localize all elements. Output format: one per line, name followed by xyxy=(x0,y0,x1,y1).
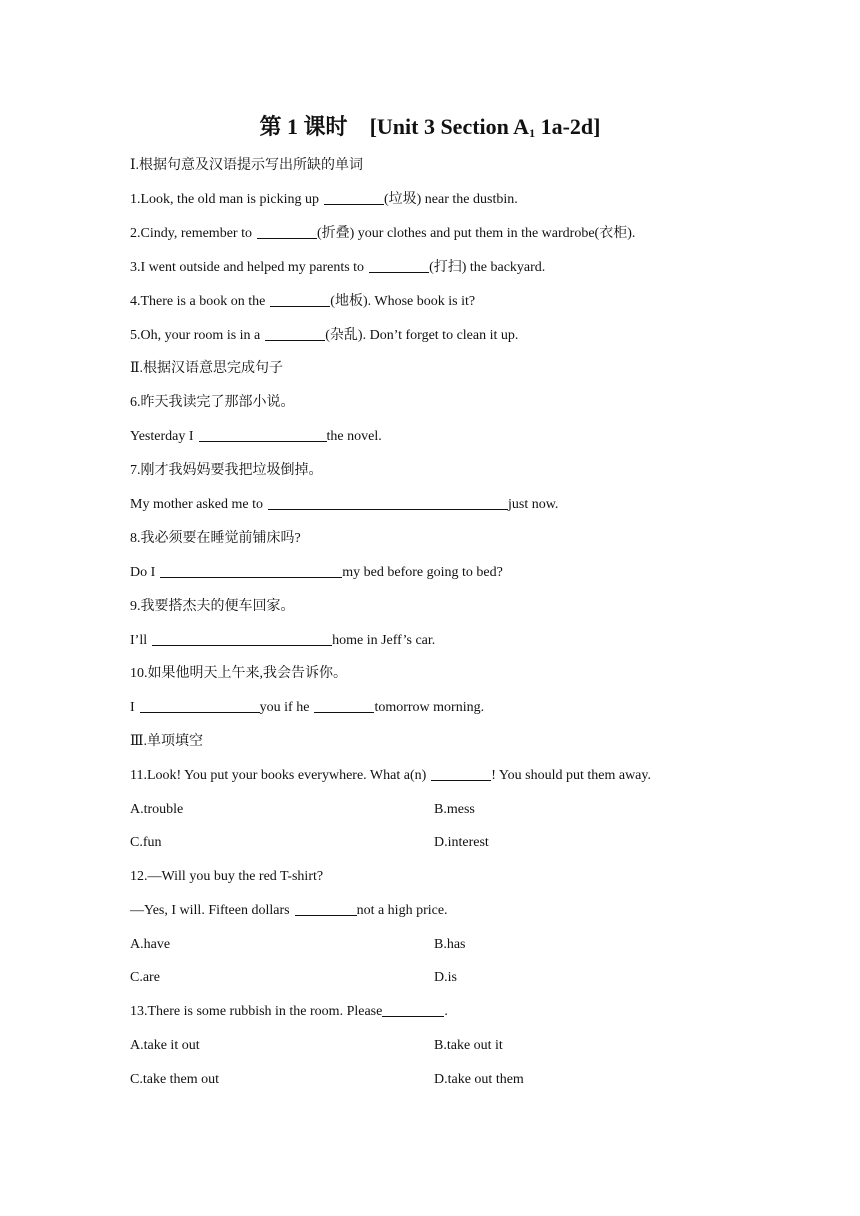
section-heading-1: Ⅰ.根据句意及汉语提示写出所缺的单词 xyxy=(130,158,364,173)
question-text: 11.Look! You put your books everywhere. What a(n) xyxy=(130,768,427,783)
answer-blank[interactable] xyxy=(270,292,330,307)
question-text: . xyxy=(444,1004,448,1019)
option-a[interactable]: A.trouble xyxy=(130,802,184,817)
question-12-reply xyxy=(130,901,448,921)
question-4 xyxy=(130,292,475,312)
option-b[interactable]: B.take out it xyxy=(434,1038,503,1053)
question-text: (垃圾) near the dustbin. xyxy=(383,192,518,207)
question-9 xyxy=(130,631,435,651)
question-6 xyxy=(130,427,382,447)
question-text: not a high price. xyxy=(356,903,448,918)
question-7 xyxy=(130,495,558,515)
question-2 xyxy=(130,224,635,244)
question-text: My mother asked me to xyxy=(130,497,263,512)
question-text: 3.I went outside and helped my parents to xyxy=(130,260,365,275)
question-text: you if he xyxy=(259,700,310,715)
question-text: 13.There is some rubbish in the room. Please xyxy=(130,1004,383,1019)
answer-blank[interactable] xyxy=(382,1002,444,1017)
answer-blank[interactable] xyxy=(324,190,384,205)
question-text: 1.Look, the old man is picking up xyxy=(130,192,319,207)
answer-blank[interactable] xyxy=(369,258,429,273)
chinese-prompt-6: 6.昨天我读完了那部小说。 xyxy=(130,395,295,410)
question-text: (地板). Whose book is it? xyxy=(330,294,476,309)
answer-blank[interactable] xyxy=(152,631,332,646)
answer-blank[interactable] xyxy=(268,495,508,510)
title-main: [Unit 3 Section A xyxy=(369,114,530,139)
question-text: 2.Cindy, remember to xyxy=(130,226,252,241)
question-text: 5.Oh, your room is in a xyxy=(130,328,261,343)
question-text: (杂乱). Don’t forget to clean it up. xyxy=(325,328,519,343)
question-1 xyxy=(130,190,518,210)
question-13 xyxy=(130,1002,448,1022)
question-text: tomorrow morning. xyxy=(374,700,485,715)
chinese-prompt-10: 10.如果他明天上午来,我会告诉你。 xyxy=(130,666,347,681)
option-b[interactable]: B.mess xyxy=(434,802,475,817)
option-b[interactable]: B.has xyxy=(434,937,466,952)
option-d[interactable]: D.interest xyxy=(434,835,489,850)
question-text: my bed before going to bed? xyxy=(342,565,503,580)
answer-blank[interactable] xyxy=(265,326,325,341)
question-8 xyxy=(130,563,503,583)
option-c[interactable]: C.are xyxy=(130,970,160,985)
question-text: (折叠) your clothes and put them in the wardrobe(衣柜). xyxy=(316,226,636,241)
question-text: home in Jeff’s car. xyxy=(332,633,436,648)
question-text: just now. xyxy=(507,497,559,512)
question-text: ! You should put them away. xyxy=(491,768,651,783)
question-text: Yesterday I xyxy=(130,429,194,444)
answer-blank[interactable] xyxy=(140,698,260,713)
question-11 xyxy=(130,766,651,786)
answer-blank[interactable] xyxy=(199,427,327,442)
answer-blank[interactable] xyxy=(295,901,357,916)
question-12: 12.—Will you buy the red T-shirt? xyxy=(130,869,324,884)
question-3 xyxy=(130,258,545,278)
option-a[interactable]: A.have xyxy=(130,937,171,952)
option-a[interactable]: A.take it out xyxy=(130,1038,200,1053)
title-subscript: 1 xyxy=(529,126,536,140)
question-text: the novel. xyxy=(326,429,382,444)
question-text: —Yes, I will. Fifteen dollars xyxy=(130,903,290,918)
answer-blank[interactable] xyxy=(314,698,374,713)
title-lesson: 第 1 课时 xyxy=(259,114,348,139)
question-text: 4.There is a book on the xyxy=(130,294,266,309)
question-text: I xyxy=(130,700,135,715)
option-c[interactable]: C.take them out xyxy=(130,1072,220,1087)
chinese-prompt-7: 7.刚才我妈妈要我把垃圾倒掉。 xyxy=(130,463,323,478)
question-text: Do I xyxy=(130,565,156,580)
option-d[interactable]: D.is xyxy=(434,970,457,985)
option-d[interactable]: D.take out them xyxy=(434,1072,524,1087)
section-heading-2: Ⅱ.根据汉语意思完成句子 xyxy=(130,361,284,376)
question-5 xyxy=(130,326,518,346)
question-text: I’ll xyxy=(130,633,148,648)
chinese-prompt-8: 8.我必须要在睡觉前铺床吗? xyxy=(130,531,301,546)
answer-blank[interactable] xyxy=(257,224,317,239)
section-heading-3: Ⅲ.单项填空 xyxy=(130,734,204,749)
answer-blank[interactable] xyxy=(431,766,491,781)
option-c[interactable]: C.fun xyxy=(130,835,162,850)
chinese-prompt-9: 9.我要搭杰夫的便车回家。 xyxy=(130,599,295,614)
title-tail: 1a-2d] xyxy=(535,114,601,139)
question-10 xyxy=(130,698,484,718)
question-text: (打扫) the backyard. xyxy=(429,260,546,275)
answer-blank[interactable] xyxy=(160,563,342,578)
page-title xyxy=(0,110,860,150)
